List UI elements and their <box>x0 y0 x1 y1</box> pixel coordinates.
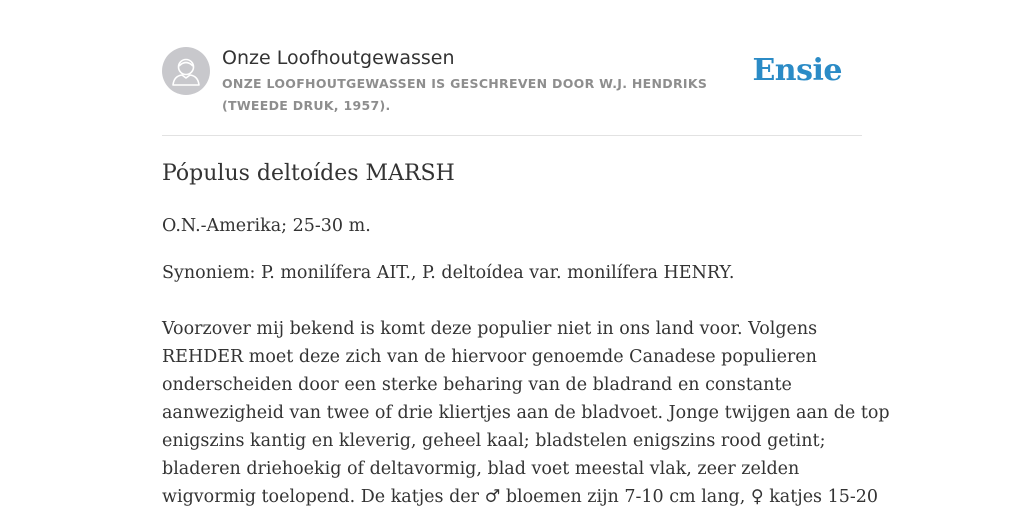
body-line: bladeren driehoekig of deltavormig, blad voet meestal vlak, zeer zelden <box>162 459 800 479</box>
body-line: aanwezigheid van twee of drie kliertjes aan de bladvoet. Jonge twijgen aan de top <box>162 403 890 423</box>
header-divider <box>162 135 862 136</box>
entry-title: Pópulus deltoídes MARSH <box>162 161 455 186</box>
source-title[interactable]: Onze Loofhoutgewassen <box>222 47 455 69</box>
body-line: wigvormig toelopend. De katjes der ♂ bloemen zijn 7-10 cm lang, ♀ katjes 15-20 <box>162 487 879 507</box>
source-header <box>162 46 862 116</box>
entry-body <box>162 315 890 511</box>
body-line: Voorzover mij bekend is komt deze populier niet in ons land voor. Volgens <box>162 319 818 339</box>
entry-synonyms: Synoniem: P. monilífera AIT., P. deltoídea var. monilífera HENRY. <box>162 263 735 283</box>
entry-range: O.N.-Amerika; 25-30 m. <box>162 216 371 236</box>
user-silhouette-icon[interactable] <box>162 47 210 95</box>
ensie-logo[interactable]: Ensie <box>752 53 842 88</box>
source-description: ONZE LOOFHOUTGEWASSEN IS GESCHREVEN DOOR W.J. HENDRIKS (TWEEDE DRUK, 1957). <box>222 76 708 113</box>
body-line: enigszins kantig en kleverig, geheel kaal; bladstelen enigszins rood getint; <box>162 431 826 451</box>
body-line: REHDER moet deze zich van de hiervoor genoemde Canadese populieren <box>162 347 817 367</box>
body-line: onderscheiden door een sterke beharing van de bladrand en constante <box>162 375 792 395</box>
